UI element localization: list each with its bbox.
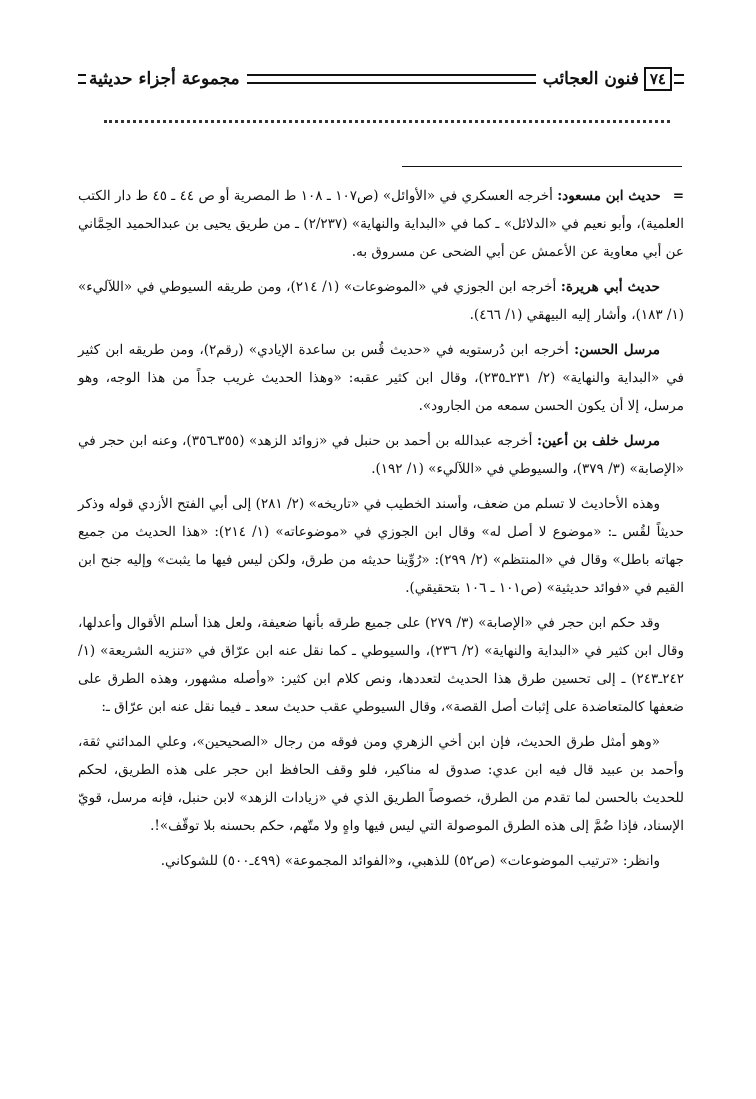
paragraph-weakness: وهذه الأحاديث لا تسلم من ضعف، وأسند الخطيب في «تاريخه» (٢/ ٢٨١) إلى أبي الفتح الأزدي قوله وذكر حديثاً لقُس ـ: «موضوع لا أصل له» وقال ابن الجوزي في «موضوعاته» (١/ ٢١٤): «هذا الحديث من جميع جهاته باطل» وقال في «المنتظم» (٢/ ٢٩٩): «رُوِّينا حديثه من طرق، ولكن ليس فيها ما يثبت» وإليه جنح ابن القيم في «فوائد حديثية» (ص١٠١ ـ ١٠٦ بتحقيقي). (78, 496, 684, 596)
paragraph-heading: مرسل الحسن: (574, 342, 661, 358)
paragraph-mursal-khalaf (78, 427, 684, 483)
header-rule-middle (247, 74, 536, 84)
paragraph-text: أخرجه ابن الجوزي في «الموضوعات» (١/ ٢١٤)، ومن طريقه السيوطي في «اللآليء» (١/ ١٨٣)، وأشار إليه البيهقي (١/ ٤٦٦). (78, 279, 684, 323)
paragraph-see-also: وانظر: «ترتيب الموضوعات» (ص٥٢) للذهبي، و«الفوائد المجموعة» (٤٩٩ـ٥٠٠) للشوكاني. (160, 853, 660, 869)
paragraph-text: أخرجه ابن دُرستويه في «حديث قُس بن ساعدة الإيادي» (رقم٢)، ومن طريقه ابن كثير في «البداية والنهاية» (٢/ ٢٣١ـ٢٣٥)، وقال ابن كثير عقبه: «وهذا الحديث غريب جداً من هذا الوجه، وهو مرسل، إلا أن يكون الحسن سمعه من الجارود». (78, 342, 684, 414)
page-body (78, 182, 684, 882)
continuation-marker: = (672, 188, 685, 204)
paragraph-heading: مرسل خلف بن أعين: (536, 433, 660, 449)
header-rule-end (78, 74, 86, 84)
paragraph-heading: حديث أبي هريرة: (560, 279, 661, 295)
series-title: مجموعة أجزاء حديثية (89, 69, 240, 89)
page-number: ٧٤ (644, 67, 672, 91)
running-header (78, 66, 684, 92)
paragraph-mursal-hasan (78, 336, 684, 420)
footnote-rule (402, 166, 682, 167)
header-rule-start (674, 74, 684, 84)
paragraph-ibn-hajar-ruling: وقد حكم ابن حجر في «الإصابة» (٣/ ٢٧٩) على جميع طرقه بأنها ضعيفة، ولعل هذا أسلم الأقوال وأعدلها، وقال ابن كثير في «البداية والنهاية» (٢/ ٢٣٦)، والسيوطي ـ كما نقل عنه ابن عرّاق في «تنزيه الشريعة» (١/ ٢٤٢ـ٢٤٣) ـ إلى تحسين طرق هذا الحديث لتعددها، ونص كلام ابن كثير: «وأصله مشهور، وهذه الطرق على ضعفها كالمتعاضدة على إثبات أصل القصة»، وقال السيوطي عقب حديث سعد ـ فيما نقل عنه ابن عرّاق ـ: (78, 615, 685, 715)
paragraph-suyuti-quote: «وهو أمثل طرق الحديث، فإن ابن أخي الزهري ومن فوقه من رجال «الصحيحين»، وعلي المدائني ثقة، وأحمد بن عبيد قال فيه ابن عدي: صدوق له مناكير، فلو وقف الحافظ ابن حجر على هذه الطريق، لحكم للحديث بالحسن لما تقدم من الطرق، خصوصاً الطريق الذي في «زيادات الزهد» لابن حنبل، فإنه مرسل، قويّ الإسناد، فإذا ضُمَّ إلى هذه الطرق الموصولة التي ليس فيها واهٍ ولا متّهم، حكم بحسنه بلا توقّف»!. (78, 734, 684, 834)
paragraph-heading: حديث ابن مسعود: (557, 188, 661, 204)
paragraph-text: أخرجه عبدالله بن أحمد بن حنبل في «زوائد الزهد» (٣٥٥ـ٣٥٦)، وعنه ابن حجر في «الإصابة» (٣/ ٣٧٩)، والسيوطي في «اللآليء» (١/ ١٩٢). (78, 433, 684, 477)
paragraph-abu-hurayra (78, 273, 684, 329)
book-title: فنون العجائب (542, 69, 639, 89)
dotted-separator (104, 116, 670, 123)
paragraph-text: أخرجه العسكري في «الأوائل» (ص١٠٧ ـ ١٠٨ ط المصرية أو ص ٤٤ ـ ٤٥ ط دار الكتب العلمية)، وأبو نعيم في «الدلائل» ـ كما في «البداية والنهاية» (٢/٢٣٧) ـ من طريق يحيى بن عبدالحميد الحِمَّاني عن أبي معاوية عن الأعمش عن أبي الضحى عن مسروق به. (78, 188, 684, 260)
paragraph-ibn-masud (78, 182, 684, 266)
